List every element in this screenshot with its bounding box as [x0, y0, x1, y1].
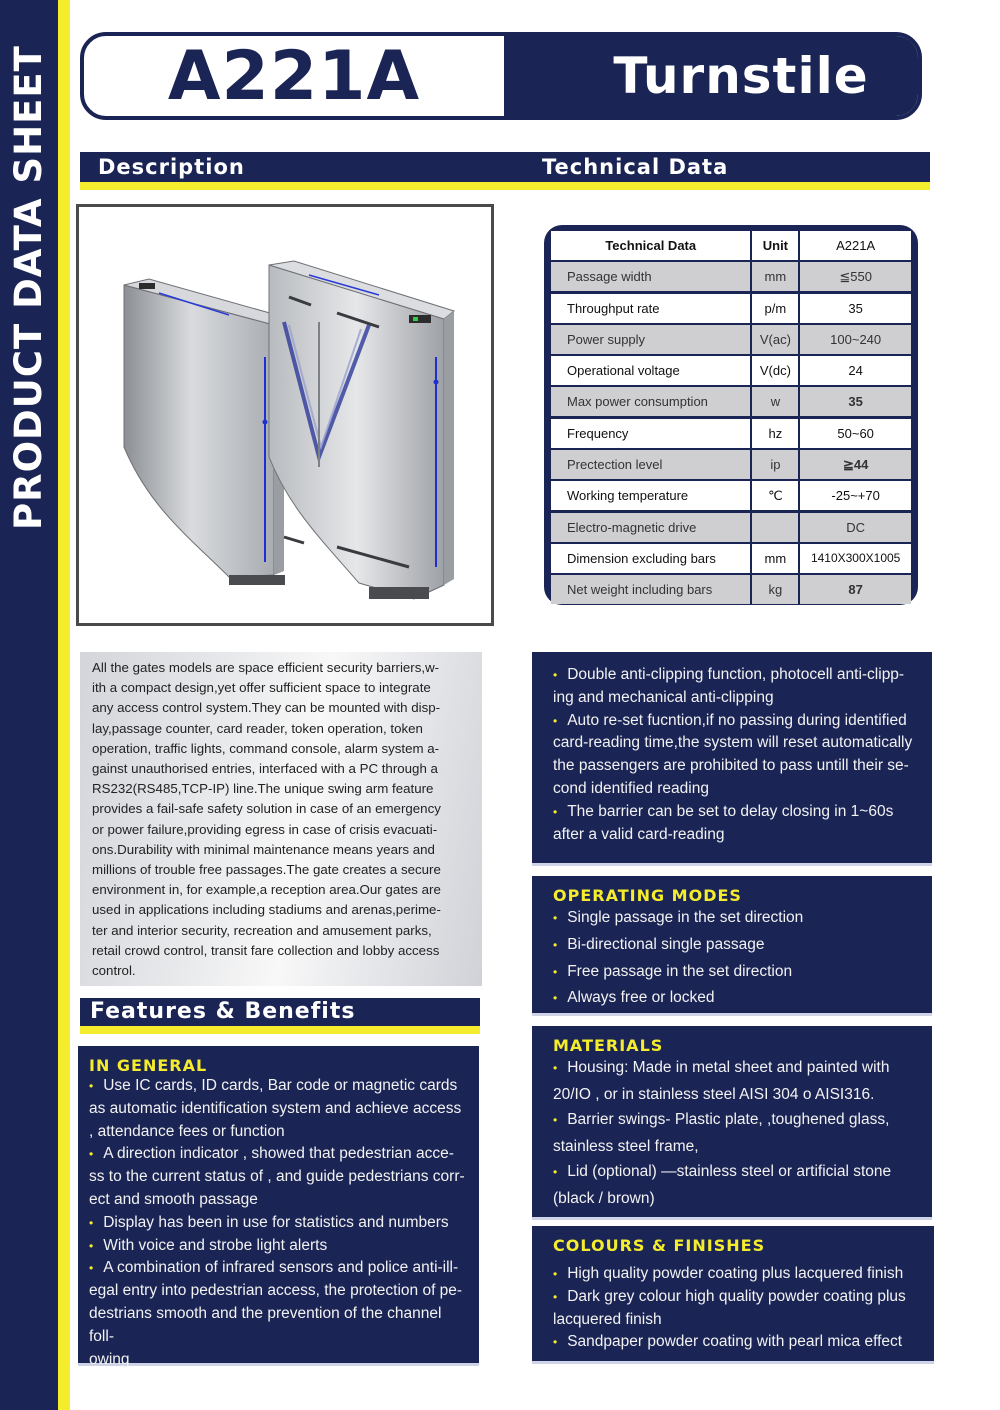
- param-name: Power supply: [551, 325, 750, 354]
- table-row: [551, 387, 911, 416]
- bullet-icon: •: [553, 937, 558, 952]
- table-row: [551, 513, 911, 542]
- desc-line: control.: [92, 963, 136, 979]
- operating-modes-list: [553, 905, 922, 1012]
- list-item: [553, 1159, 922, 1186]
- line: ss to the current status of , and guide pedestrians corr-: [89, 1168, 465, 1186]
- table-row: [551, 419, 911, 448]
- param-name: Working temperature: [551, 481, 750, 510]
- line: stainless steel frame,: [553, 1137, 699, 1155]
- anti-clipping-panel: [532, 652, 932, 866]
- bullet-icon: •: [553, 911, 558, 925]
- desc-line: ons.Durability with minimal maintenance means years and: [92, 841, 435, 857]
- table-row: [551, 356, 911, 385]
- table-row: [551, 450, 911, 479]
- bullet-icon: •: [553, 1289, 558, 1304]
- bullet-icon: •: [553, 1165, 558, 1179]
- line: lacquered finish: [553, 1310, 662, 1328]
- param-name: Throughput rate: [551, 294, 750, 323]
- line: Bi-directional single passage: [567, 935, 765, 953]
- bullet-icon: •: [553, 964, 558, 979]
- line: , attendance fees or function: [89, 1122, 285, 1140]
- param-unit: hz: [752, 419, 798, 448]
- table-row: [551, 294, 911, 323]
- line: With voice and strobe light alerts: [103, 1236, 328, 1254]
- line: Single passage in the set direction: [567, 909, 804, 926]
- line: (black / brown): [553, 1189, 655, 1207]
- line: cond identified reading: [553, 779, 709, 797]
- side-accent-stripe: [58, 0, 70, 1410]
- list-item-cont: [553, 824, 920, 847]
- param-value: DC: [800, 513, 911, 542]
- param-name: Frequency: [551, 419, 750, 448]
- technical-data-heading: Technical Data: [542, 155, 729, 179]
- list-item: [553, 664, 920, 687]
- line: destrians smooth and the prevention of the channel foll-: [89, 1304, 442, 1345]
- description-heading: Description: [98, 155, 245, 179]
- desc-line: environment in, for example,a reception area.Our gates are: [92, 882, 441, 898]
- line: card-reading time,the system will reset automatically: [553, 734, 913, 752]
- header-cell-param: Technical Data: [551, 231, 750, 260]
- param-name: Operational voltage: [551, 356, 750, 385]
- section-bar: [80, 152, 930, 182]
- param-unit: V(dc): [752, 356, 798, 385]
- param-value: ≦550: [800, 262, 911, 291]
- param-unit: p/m: [752, 294, 798, 323]
- param-unit: [752, 513, 798, 542]
- features-heading: Features & Benefits: [80, 998, 480, 1026]
- technical-data-table: [544, 225, 918, 605]
- bullet-icon: •: [553, 804, 558, 819]
- in-general-list: [89, 1075, 469, 1371]
- line: egal entry into pedestrian access, the protection of pe-: [89, 1282, 463, 1300]
- param-value: 1410X300X1005: [800, 544, 911, 573]
- list-item: [553, 932, 922, 959]
- line: 20/IO , or in stainless steel AISI 304 o AISI316.: [553, 1085, 875, 1103]
- list-item-cont: [553, 687, 920, 710]
- param-name: Max power consumption: [551, 387, 750, 416]
- bullet-icon: •: [89, 1079, 94, 1093]
- bullet-icon: •: [89, 1147, 94, 1162]
- list-item: [89, 1257, 469, 1280]
- line: Display has been in use for statistics and numbers: [103, 1213, 449, 1231]
- line: Double anti-clipping function, photocell anti-clipp-: [567, 666, 905, 683]
- materials-list: [553, 1055, 922, 1211]
- desc-line: used in applications including stadiums and arenas,perime-: [92, 902, 441, 918]
- colours-finishes-panel: [532, 1226, 934, 1364]
- line: owing: [89, 1350, 130, 1368]
- bullet-icon: •: [553, 1335, 558, 1350]
- list-item: [553, 710, 920, 733]
- list-item: [89, 1212, 469, 1235]
- product-photo: [76, 204, 494, 626]
- list-item: [89, 1235, 469, 1258]
- line: after a valid card-reading: [553, 825, 725, 843]
- anti-clipping-list: [553, 664, 920, 846]
- header-cell-unit: Unit: [752, 231, 798, 260]
- param-name: Electro-magnetic drive: [551, 513, 750, 542]
- list-item-cont: [553, 755, 920, 778]
- param-value: 24: [800, 356, 911, 385]
- line: A combination of infrared sensors and police anti-ill-: [103, 1259, 459, 1277]
- in-general-panel: [78, 1046, 479, 1366]
- param-value: 87: [800, 575, 911, 604]
- line: Housing: Made in metal sheet and painted with: [567, 1059, 890, 1076]
- table-row: [551, 575, 911, 604]
- param-unit: kg: [752, 575, 798, 604]
- line: Use IC cards, ID cards, Bar code or magnetic cards: [103, 1077, 458, 1094]
- operating-modes-panel: [532, 876, 932, 1016]
- product-type: Turnstile: [613, 47, 869, 105]
- list-item: [553, 1263, 924, 1286]
- operating-modes-title: OPERATING MODES: [553, 886, 742, 905]
- list-item: [89, 1143, 469, 1166]
- desc-line: or power failure,providing egress in case of crisis evacuati-: [92, 821, 438, 837]
- list-item: [553, 959, 922, 986]
- desc-line: gainst unauthorised entries, interfaced with a PC through a: [92, 761, 438, 777]
- desc-line: millions of trouble free passages.The gate creates a secure: [92, 862, 441, 878]
- list-item-cont: [553, 732, 920, 755]
- line: Sandpaper powder coating with pearl mica effect: [567, 1333, 903, 1351]
- bullet-icon: •: [89, 1261, 94, 1276]
- desc-line: lay,passage counter, card reader, token operation, token: [92, 720, 423, 736]
- list-item: [553, 1331, 924, 1354]
- list-item: [553, 1107, 922, 1134]
- line: the passengers are prohibited to pass untill their se-: [553, 757, 909, 775]
- list-item-cont: [553, 1134, 922, 1160]
- param-value: -25~+70: [800, 481, 911, 510]
- line: ing and mechanical anti-clipping: [553, 688, 774, 706]
- param-name: Net weight including bars: [551, 575, 750, 604]
- line: Always free or locked: [567, 989, 715, 1007]
- list-item-cont: [89, 1098, 469, 1121]
- param-value: 100~240: [800, 325, 911, 354]
- list-item-cont: [89, 1303, 469, 1349]
- header-cell-model: A221A: [800, 231, 911, 260]
- param-unit: mm: [752, 544, 798, 573]
- line: A direction indicator , showed that pedestrian acce-: [103, 1145, 454, 1163]
- line: The barrier can be set to delay closing in 1~60s: [567, 802, 894, 820]
- line: High quality powder coating plus lacquered finish: [567, 1265, 904, 1282]
- param-value: 50~60: [800, 419, 911, 448]
- param-unit: ip: [752, 450, 798, 479]
- param-value: ≧44: [800, 450, 911, 479]
- list-item-cont: [553, 778, 920, 801]
- list-item: [553, 1055, 922, 1082]
- bullet-icon: •: [553, 1267, 558, 1281]
- param-value: 35: [800, 387, 911, 416]
- param-value: 35: [800, 294, 911, 323]
- bullet-icon: •: [553, 991, 558, 1006]
- line: as automatic identification system and achieve access: [89, 1099, 462, 1117]
- desc-line: All the gates models are space efficient security barriers,w-: [92, 660, 440, 675]
- bullet-icon: •: [553, 713, 558, 728]
- list-item: [553, 985, 922, 1012]
- param-unit: mm: [752, 262, 798, 291]
- model-name: A221A: [167, 36, 421, 116]
- param-name: Prectection level: [551, 450, 750, 479]
- bullet-icon: •: [89, 1238, 94, 1253]
- desc-line: RS232(RS485,TCP-IP) line.The unique swing arm feature: [92, 781, 434, 797]
- in-general-title: IN GENERAL: [89, 1056, 208, 1075]
- list-item-cont: [89, 1166, 469, 1189]
- bullet-icon: •: [553, 1061, 558, 1075]
- list-item: [553, 801, 920, 824]
- desc-line: any access control system.They can be mounted with disp-: [92, 700, 441, 716]
- list-item: [89, 1075, 469, 1098]
- turnstile-illustration: [79, 207, 491, 623]
- line: Free passage in the set direction: [567, 962, 793, 980]
- desc-line: ter and interior security, recreation and amusement parks,: [92, 922, 432, 938]
- line: Dark grey colour high quality powder coating plus: [567, 1287, 906, 1305]
- desc-line: ith a compact design,yet offer sufficient space to integrate: [92, 680, 431, 696]
- list-item-cont: [553, 1082, 922, 1108]
- table-row: [551, 544, 911, 573]
- bullet-icon: •: [553, 1113, 558, 1127]
- param-unit: ℃: [752, 481, 798, 510]
- list-item-cont: [89, 1349, 469, 1372]
- param-unit: V(ac): [752, 325, 798, 354]
- materials-title: MATERIALS: [553, 1036, 664, 1055]
- list-item: [553, 1286, 924, 1309]
- product-data-sheet-title: PRODUCT DATA SHEET: [7, 45, 50, 530]
- desc-line: retail crowd control, transit fare collection and lobby access: [92, 942, 440, 958]
- colours-finishes-list: [553, 1263, 924, 1354]
- list-item-cont: [553, 1309, 924, 1332]
- line: Lid (optional) —stainless steel or artificial stone: [567, 1163, 892, 1180]
- param-name: Passage width: [551, 262, 750, 291]
- table-row: [551, 325, 911, 354]
- colours-finishes-title: COLOURS & FINISHES: [553, 1236, 766, 1255]
- list-item-cont: [89, 1121, 469, 1144]
- line: ect and smooth passage: [89, 1190, 258, 1208]
- list-item: [553, 905, 922, 932]
- materials-panel: [532, 1026, 932, 1220]
- param-name: Dimension excluding bars: [551, 544, 750, 573]
- bullet-icon: •: [553, 668, 558, 682]
- table-row: [551, 262, 911, 291]
- description-text: [80, 652, 482, 986]
- product-type-panel: [504, 36, 918, 116]
- desc-line: provides a fail-safe safety solution in case of an emergency: [92, 801, 441, 817]
- list-item-cont: [553, 1186, 922, 1212]
- table-row: [551, 481, 911, 510]
- header: [80, 32, 922, 120]
- desc-line: operation, traffic lights, command console, alarm system a-: [92, 740, 440, 756]
- list-item-cont: [89, 1280, 469, 1303]
- line: Auto re-set fucntion,if no passing during identified: [567, 711, 907, 729]
- list-item-cont: [89, 1189, 469, 1212]
- param-unit: w: [752, 387, 798, 416]
- table-header-row: [551, 231, 911, 260]
- bullet-icon: •: [89, 1215, 94, 1230]
- line: Barrier swings- Plastic plate, ,toughened glass,: [567, 1111, 890, 1128]
